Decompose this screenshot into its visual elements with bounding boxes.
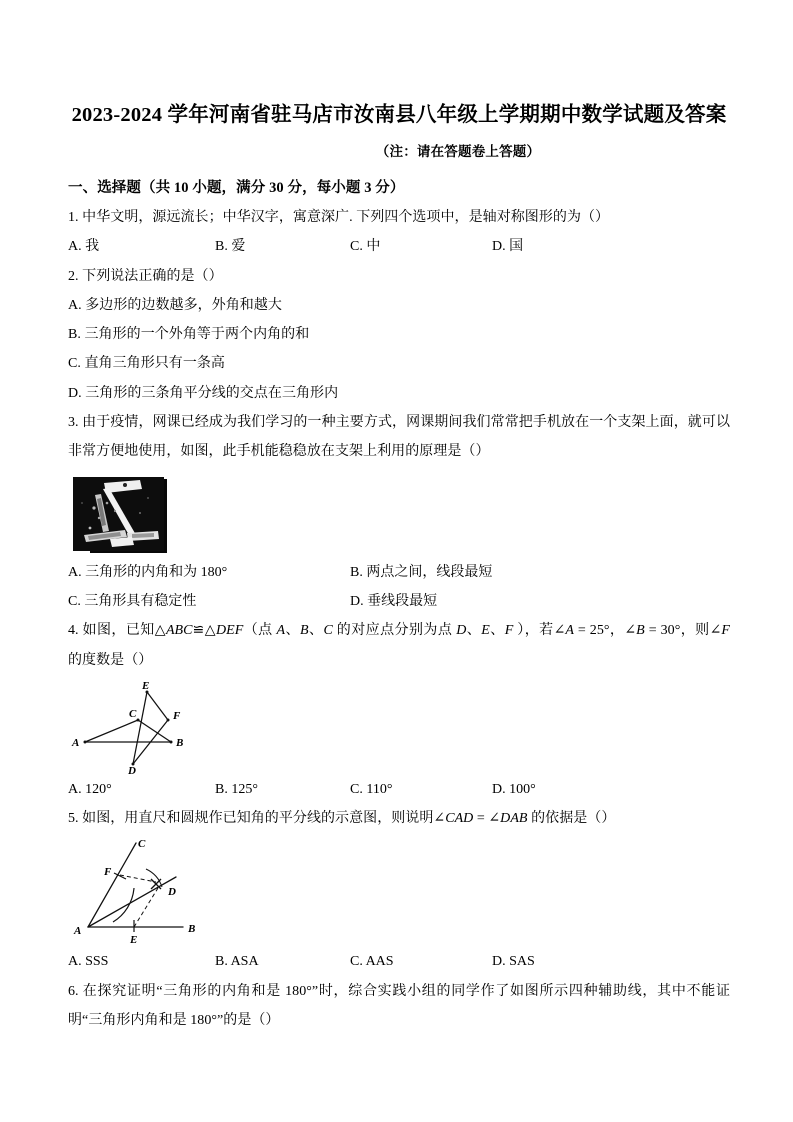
question-6-text: 6. 在探究证明“三角形的内角和是 180°”时，综合实践小组的同学作了如图所示四种辅助线，其中不能证明“三角形内角和是 180°”的是（） xyxy=(68,983,730,1029)
q4-math-f1: F xyxy=(504,623,514,639)
question-5-option-a[interactable] xyxy=(68,947,108,976)
q4-part-1: 4. 如图，已知△ xyxy=(68,623,166,639)
q4-part-3: （点 xyxy=(243,623,277,639)
q4-part-7: 、 xyxy=(466,623,482,639)
q5-part-2: = ∠ xyxy=(473,811,501,827)
q5-math-cad: CAD xyxy=(445,811,474,827)
question-5-option-d[interactable] xyxy=(492,947,535,976)
q4-math-d1: D xyxy=(456,623,467,639)
q4-math-abc: ABC xyxy=(165,623,193,639)
question-4-option-a[interactable]: A. 120° xyxy=(68,781,112,797)
question-3-option-c[interactable]: C. 三角形具有稳定性 xyxy=(68,593,197,609)
question-2-text: 2. 下列说法正确的是（） xyxy=(68,268,223,284)
section-heading-multiple-choice: 一、选择题（共 10 小题，满分 30 分，每小题 3 分） xyxy=(68,180,405,196)
q5-part-1: 5. 如图，用直尺和圆规作已知角的平分线的示意图，则说明∠ xyxy=(68,811,446,827)
question-1-option-d[interactable]: D. 国 xyxy=(492,239,524,255)
q4-math-angle-a: A xyxy=(565,623,574,639)
question-5-figure xyxy=(68,835,730,947)
q5-math-dab: DAB xyxy=(500,811,528,827)
question-3-option-a[interactable]: A. 三角形的内角和为 180° xyxy=(68,564,228,580)
question-1-option-a[interactable]: A. 我 xyxy=(68,239,100,255)
phone-stand-photo xyxy=(70,473,167,553)
question-3-option-d[interactable]: D. 垂线段最短 xyxy=(350,593,438,609)
page-title: 2023-2024 学年河南省驻马店市汝南县八年级上学期期中数学试题及答案 xyxy=(71,104,727,126)
page-subtitle: （注：请在答题卷上答题） xyxy=(375,144,541,159)
q4-part-9: ），若∠ xyxy=(513,623,566,639)
question-1-options xyxy=(68,232,730,261)
question-1-option-c[interactable]: C. 中 xyxy=(350,239,381,255)
question-5-text xyxy=(68,804,730,833)
question-4-option-b[interactable]: B. 125° xyxy=(215,781,258,797)
question-1-text: 1. 中华文明，源远流长；中华汉字，寓意深广. 下列四个选项中，是轴对称图形的为（） xyxy=(68,210,610,225)
q4-label-a: A xyxy=(72,736,80,749)
q4-part-11: = 30°，则∠ xyxy=(644,623,722,639)
question-4-options xyxy=(68,775,730,804)
question-3-text: 3. 由于疫情，网课已经成为我们学习的一种主要方式，网课期间我们常常把手机放在一个支架上面，就可以非常方便地使用，如图，此手机能稳稳放在支架上利用的原理是（） xyxy=(68,415,730,460)
q5-opt-b-text: B. ASA xyxy=(215,954,259,970)
q4-label-d: D xyxy=(128,764,136,775)
q4-math-angle-b: B xyxy=(636,623,645,639)
q5-label-c: C xyxy=(138,838,146,851)
page-bottom-spacer xyxy=(68,1035,730,1122)
question-3-options-row-1 xyxy=(68,558,730,587)
q5-opt-a-text: A. SSS xyxy=(68,954,109,970)
q4-label-f: F xyxy=(173,709,181,722)
q4-part-10: = 25°，∠ xyxy=(573,623,637,639)
question-5-option-b[interactable] xyxy=(215,947,259,976)
question-3-option-b[interactable]: B. 两点之间，线段最短 xyxy=(350,564,493,580)
question-5-option-c[interactable] xyxy=(350,947,394,976)
question-2-option-a[interactable]: A. 多边形的边数越多，外角和越大 xyxy=(68,297,282,313)
q4-label-b: B xyxy=(176,736,184,749)
q4-math-def: DEF xyxy=(215,623,244,639)
q4-part-2: ≌△ xyxy=(192,623,216,639)
q4-math-a1: A xyxy=(276,623,286,639)
q5-label-e: E xyxy=(130,934,138,947)
question-3-figure xyxy=(68,473,730,553)
q4-part-8: 、 xyxy=(489,623,505,639)
question-4-text xyxy=(68,616,730,675)
page-content xyxy=(68,0,730,1122)
question-4-option-c[interactable]: C. 110° xyxy=(350,781,393,797)
question-1-option-b[interactable]: B. 爱 xyxy=(215,239,246,255)
q5-part-3: 的依据是（） xyxy=(527,811,616,827)
q4-label-e: E xyxy=(142,679,150,692)
q5-label-b: B xyxy=(188,923,196,936)
q5-opt-c-text: C. AAS xyxy=(350,954,394,970)
q4-label-c: C xyxy=(129,707,137,720)
question-3-options-row-2 xyxy=(68,587,730,616)
question-2-option-d[interactable]: D. 三角形的三条角平分线的交点在三角形内 xyxy=(68,385,339,401)
q5-opt-d-text: D. SAS xyxy=(492,954,535,970)
q4-part-12: 的度数是（） xyxy=(68,652,153,668)
q5-label-d: D xyxy=(168,886,176,899)
q5-label-f: F xyxy=(104,866,112,879)
question-2-option-c[interactable]: C. 直角三角形只有一条高 xyxy=(68,356,225,372)
q4-part-6: 的对应点分别为点 xyxy=(332,623,457,639)
question-4-option-d[interactable]: D. 100° xyxy=(492,781,536,797)
q4-math-e1: E xyxy=(481,623,490,639)
question-2-option-b[interactable]: B. 三角形的一个外角等于两个内角的和 xyxy=(68,327,310,343)
q4-math-c1: C xyxy=(323,623,333,639)
q4-math-b1: B xyxy=(299,623,309,639)
q4-math-angle-f: F xyxy=(721,623,731,639)
question-4-figure xyxy=(68,679,730,775)
question-5-options xyxy=(68,947,730,976)
q4-part-5: 、 xyxy=(308,623,324,639)
q4-part-4: 、 xyxy=(285,623,300,639)
q5-label-a: A xyxy=(74,925,82,938)
